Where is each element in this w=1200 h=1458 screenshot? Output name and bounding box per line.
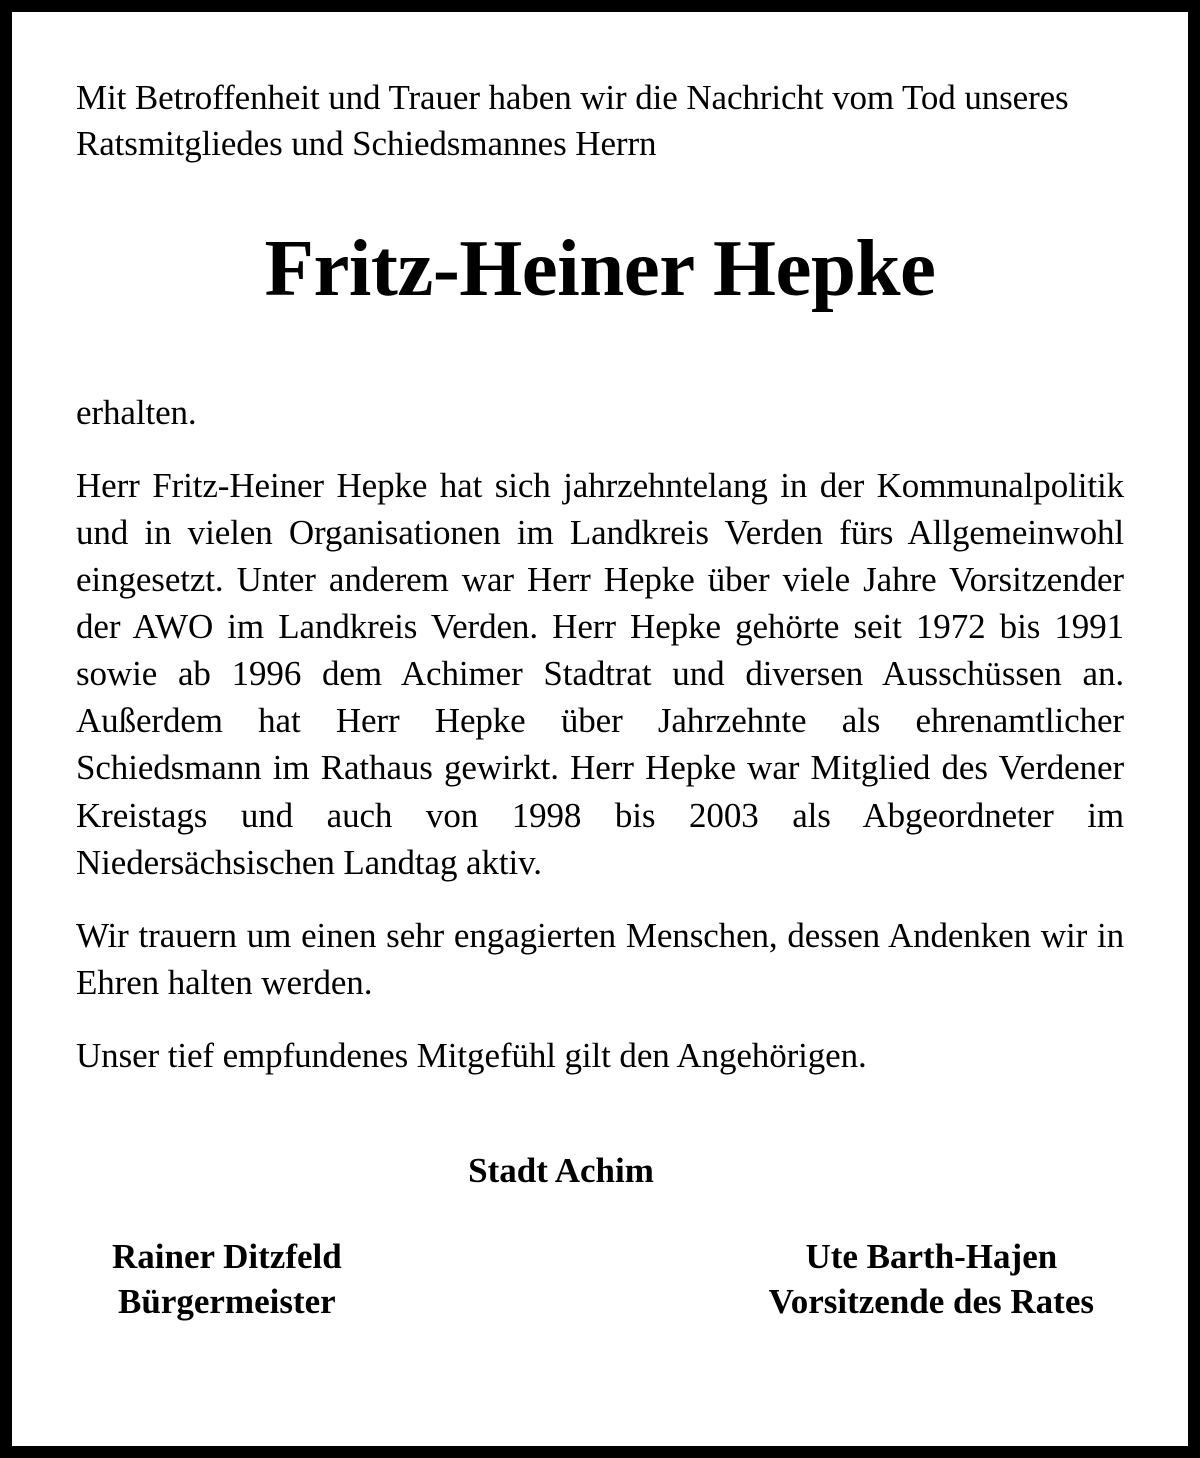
notice-content — [12, 12, 1188, 1446]
mourning-paragraph: Wir trauern um einen sehr engagierten Menschen, dessen Andenken wir in Ehren halten werden. — [76, 915, 1124, 1002]
signer-council-chair-title: Vorsitzende des Rates — [768, 1281, 1094, 1321]
signers-row — [76, 1235, 1124, 1325]
notice-body — [76, 389, 1124, 1079]
intro-continuation-text: erhalten. — [76, 393, 197, 432]
signing-organization: Stadt Achim — [468, 1150, 654, 1190]
signer-mayor-name: Rainer Ditzfeld — [112, 1236, 342, 1276]
condolence-paragraph: Unser tief empfundenes Mitgefühl gilt den Angehörigen. — [76, 1035, 867, 1075]
deceased-name-heading: Fritz-Heiner Hepke — [264, 223, 936, 313]
signer-council-chair-name: Ute Barth-Hajen — [805, 1236, 1058, 1276]
signer-council-chair — [769, 1235, 1094, 1325]
signer-mayor-title: Bürgermeister — [118, 1281, 336, 1321]
biography-paragraph: Herr Fritz-Heiner Hepke hat sich jahrzehntelang in der Kommunalpolitik und in vielen Organisationen im Landkreis Verden fürs Allgemeinwohl eingesetzt. Unter anderem war Herr Hepke über viele Jahre Vorsitzender der AWO im Landkreis Verden. Herr Hepke gehörte seit 1972 bis 1991 sowie ab 1996 dem Achimer Stadtrat und diversen Ausschüssen an. Außerdem hat Herr Hepke über Jahrzehnte als ehrenamtlicher Schiedsmann im Rathaus gewirkt. Herr Hepke war Mitglied des Verdener Kreistags und auch von 1998 bis 2003 als Abgeordneter im Niedersächsischen Landtag aktiv. — [76, 466, 1124, 882]
notice-intro-text: Mit Betroffenheit und Trauer haben wir die Nachricht vom Tod unseres Ratsmitgliedes und Schiedsmannes Herrn — [76, 78, 1069, 163]
signer-mayor — [112, 1235, 342, 1325]
signature-block — [76, 1151, 1124, 1325]
